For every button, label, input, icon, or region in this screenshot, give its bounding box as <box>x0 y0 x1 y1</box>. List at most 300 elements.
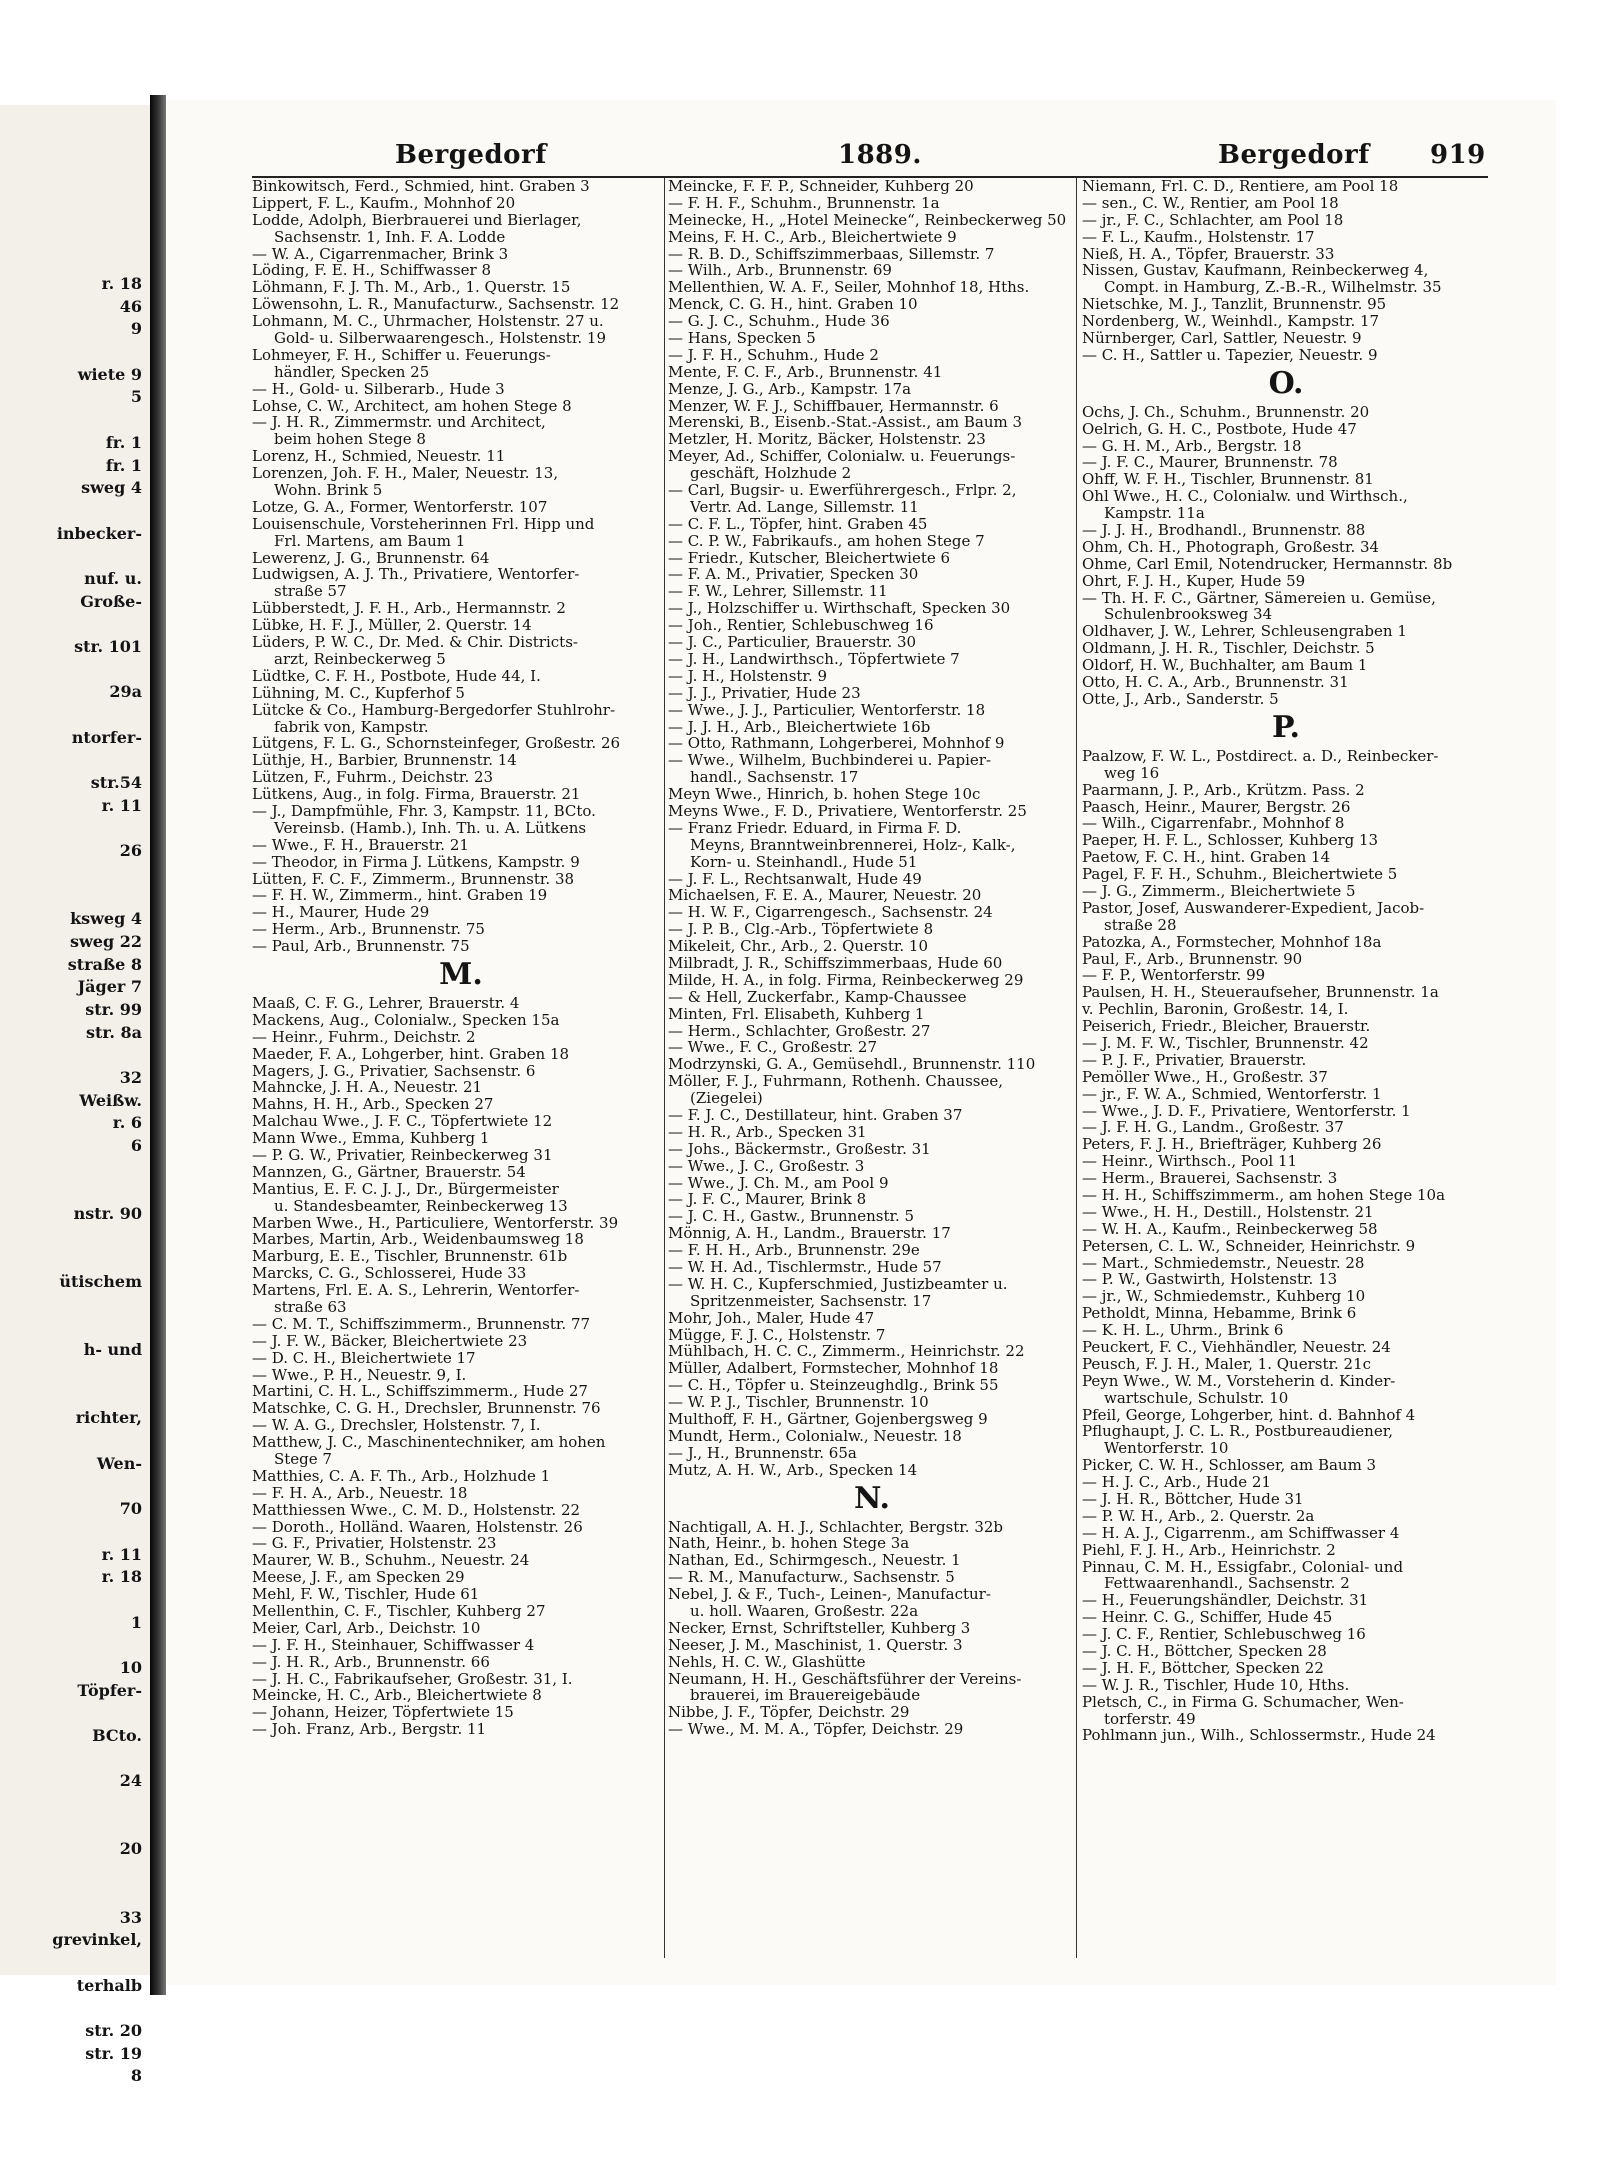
directory-entry: Meyns Wwe., F. D., Privatiere, Wentorferstr. 25 <box>668 801 1027 820</box>
previous-page-fragment: straße 8 <box>67 954 142 974</box>
directory-entry: Matschke, C. G. H., Drechsler, Brunnenstr. 76 <box>252 1399 601 1418</box>
directory-entry: Mahncke, J. H. A., Neuestr. 21 <box>252 1078 483 1097</box>
directory-entry: — J. J. H., Brodhandl., Brunnenstr. 88 <box>1082 521 1366 540</box>
directory-entry-continuation: händler, Specken 25 <box>274 362 430 381</box>
directory-entry: Lohse, C. W., Architect, am hohen Stege 8 <box>252 396 572 415</box>
directory-entry: Nath, Heinr., b. hohen Stege 3a <box>668 1534 910 1553</box>
previous-page-fragment <box>0 1226 148 1249</box>
directory-entry: — Wwe., F. C., Großestr. 27 <box>668 1038 878 1057</box>
directory-entry-continuation: Sachsenstr. 1, Inh. F. A. Lodde <box>274 227 506 246</box>
directory-entry: Minten, Frl. Elisabeth, Kuhberg 1 <box>668 1004 925 1023</box>
previous-page-fragment: Weißw. <box>79 1090 142 1110</box>
running-head-right: Bergedorf <box>1218 140 1370 170</box>
directory-entry: Malchau Wwe., J. F. C., Töpfertwiete 12 <box>252 1112 553 1131</box>
previous-page-fragment: 5 <box>130 387 142 407</box>
directory-entry: — F. H. W., Zimmerm., hint. Graben 19 <box>252 886 548 905</box>
directory-entry: Meese, J. F., am Specken 29 <box>252 1568 465 1587</box>
directory-entry: — jr., W., Schmiedemstr., Kuhberg 10 <box>1082 1287 1366 1306</box>
directory-entry: Lübberstedt, J. F. H., Arb., Hermannstr. 2 <box>252 599 566 618</box>
previous-page-fragment <box>0 1884 148 1907</box>
directory-entry: Müller, Adalbert, Formstecher, Mohnhof 18 <box>668 1359 999 1378</box>
directory-entry: Nürnberger, Carl, Sattler, Neuestr. 9 <box>1082 329 1362 348</box>
previous-page-fragment: 1 <box>130 1612 142 1632</box>
directory-entry: — Paul, Arb., Brunnenstr. 75 <box>252 937 470 956</box>
directory-entry: Ochs, J. Ch., Schuhm., Brunnenstr. 20 <box>1082 402 1370 421</box>
directory-entry: — F. W., Lehrer, Sillemstr. 11 <box>668 582 888 601</box>
directory-entry: — H., Gold- u. Silberarb., Hude 3 <box>252 379 505 398</box>
directory-entry: Mente, F. C. F., Arb., Brunnenstr. 41 <box>668 362 943 381</box>
previous-page-fragment: fr. 1 <box>105 455 142 475</box>
previous-page-fragment: 29a <box>109 682 142 702</box>
directory-entry: Petersen, C. L. W., Schneider, Heinrichstr. 9 <box>1082 1236 1416 1255</box>
previous-page-fragment: sweg 4 <box>81 478 142 498</box>
directory-entry: — Wwe., F. H., Brauerstr. 21 <box>252 835 469 854</box>
previous-page-fragment: str. 8a <box>86 1022 142 1042</box>
directory-entry: Marben Wwe., H., Particuliere, Wentorferstr. 39 <box>252 1213 619 1232</box>
page-number: 919 <box>1430 140 1486 170</box>
directory-entry: Pastor, Josef, Auswanderer-Expedient, Jacob- <box>1082 898 1425 917</box>
directory-entry: Multhoff, F. H., Gärtner, Gojenbergsweg 9 <box>668 1410 988 1429</box>
directory-entry: Löhmann, F. J. Th. M., Arb., 1. Querstr. 15 <box>252 278 571 297</box>
directory-entry: Picker, C. W. H., Schlosser, am Baum 3 <box>1082 1456 1377 1475</box>
previous-page-fragment <box>0 545 148 568</box>
directory-entry: — J. G., Zimmerm., Bleichertwiete 5 <box>1082 881 1356 900</box>
directory-entry: Mackens, Aug., Colonialw., Specken 15a <box>252 1010 560 1029</box>
previous-page-fragment <box>0 1430 148 1453</box>
directory-entry: — Johs., Bäckermstr., Großestr. 31 <box>668 1139 931 1158</box>
previous-page-fragment: r. 6 <box>112 1113 142 1133</box>
directory-entry: Peiserich, Friedr., Bleicher, Brauerstr. <box>1082 1017 1371 1036</box>
directory-entry: — Wwe., J. C., Großestr. 3 <box>668 1156 865 1175</box>
directory-entry: Oelrich, G. H. C., Postbote, Hude 47 <box>1082 419 1357 438</box>
directory-entry: Nehls, H. C. W., Glashütte <box>668 1652 866 1671</box>
directory-entry: Paarmann, J. P., Arb., Krützm. Pass. 2 <box>1082 780 1365 799</box>
previous-page-fragment <box>0 659 148 682</box>
directory-entry-continuation: brauerei, im Brauereigebäude <box>690 1686 921 1705</box>
directory-entry: Matthiessen Wwe., C. M. D., Holstenstr. 22 <box>252 1500 581 1519</box>
book-gutter <box>150 95 166 1995</box>
directory-entry-continuation: Meyns, Branntweinbrennerei, Holz-, Kalk-, <box>690 835 1016 854</box>
directory-entry: — J. P. B., Clg.-Arb., Töpfertwiete 8 <box>668 920 934 939</box>
previous-page-fragment: 9 <box>130 319 142 339</box>
directory-entry: — jr., F. C., Schlachter, am Pool 18 <box>1082 210 1344 229</box>
directory-entry-continuation: Wentorferstr. 10 <box>1104 1439 1229 1458</box>
previous-page-edge <box>0 105 150 2086</box>
directory-entry: Lütkens, Aug., in folg. Firma, Brauerstr. 21 <box>252 785 581 804</box>
previous-page-fragment <box>0 409 148 432</box>
directory-entry: — J., Holzschiffer u. Wirthschaft, Specken 30 <box>668 599 1011 618</box>
directory-entry: — J. C., Particulier, Brauerstr. 30 <box>668 633 917 652</box>
directory-entry: — F. H. F., Schuhm., Brunnenstr. 1a <box>668 193 940 212</box>
directory-entry: Mehl, F. W., Tischler, Hude 61 <box>252 1585 480 1604</box>
directory-entry: Peusch, F. J. H., Maler, 1. Querstr. 21c <box>1082 1354 1372 1373</box>
directory-entry: Paasch, Heinr., Maurer, Bergstr. 26 <box>1082 797 1351 816</box>
previous-page-fragment <box>0 1385 148 1408</box>
previous-page-fragment <box>0 1521 148 1544</box>
previous-page-fragment <box>0 1294 148 1317</box>
directory-entry: — J. F. C., Maurer, Brink 8 <box>668 1190 867 1209</box>
previous-page-fragment: 32 <box>119 1068 142 1088</box>
previous-page-fragment: 10 <box>119 1657 142 1677</box>
directory-entry-continuation: Vertr. Ad. Lange, Sillemstr. 11 <box>690 497 919 516</box>
directory-entry: Lübke, H. F. J., Müller, 2. Querstr. 14 <box>252 616 532 635</box>
letter-section-heading: P. <box>1271 709 1301 745</box>
directory-entry: Lohmeyer, F. H., Schiffer u. Feuerungs- <box>252 345 551 364</box>
directory-entry: Pohlmann jun., Wilh., Schlossermstr., Hude 24 <box>1082 1726 1436 1745</box>
directory-entry: Lütgens, F. L. G., Schornsteinfeger, Großestr. 26 <box>252 734 621 753</box>
directory-entry-continuation: u. holl. Waaren, Großestr. 22a <box>690 1602 919 1621</box>
directory-entry-continuation: fabrik von, Kampstr. <box>274 717 429 736</box>
directory-entry: — J. J., Privatier, Hude 23 <box>668 683 861 702</box>
directory-entry: Ohff, W. F. H., Tischler, Brunnenstr. 81 <box>1082 470 1374 489</box>
previous-page-fragment <box>0 1861 148 1884</box>
directory-entry: Menzer, W. F. J., Schiffbauer, Hermannstr. 6 <box>668 396 999 415</box>
previous-page-fragment: 20 <box>119 1839 142 1859</box>
letter-section-heading: M. <box>439 956 483 992</box>
directory-entry: Paeper, H. F. L., Schlosser, Kuhberg 13 <box>1082 831 1379 850</box>
previous-page-fragment: 24 <box>119 1771 142 1791</box>
directory-entry: Piehl, F. J. H., Arb., Heinrichstr. 2 <box>1082 1540 1336 1559</box>
directory-entry: — H. J. C., Arb., Hude 21 <box>1082 1473 1272 1492</box>
previous-page-fragment: str. 101 <box>74 637 142 656</box>
directory-entry: Matthew, J. C., Maschinentechniker, am hohen <box>252 1433 606 1452</box>
directory-entry: — Joh. Franz, Arb., Bergstr. 11 <box>252 1720 487 1739</box>
previous-page-fragment: wiete 9 <box>77 364 142 384</box>
directory-entry: — Theodor, in Firma J. Lütkens, Kampstr. 9 <box>252 852 580 871</box>
directory-entry: Mantius, E. F. C. J. J., Dr., Bürgermeister <box>252 1179 559 1198</box>
previous-page-fragment: Wen- <box>96 1453 142 1473</box>
directory-entry: Löding, F. E. H., Schiffwasser 8 <box>252 261 491 280</box>
directory-entry: Petholdt, Minna, Hebamme, Brink 6 <box>1082 1304 1357 1323</box>
directory-entry: Matthies, C. A. F. Th., Arb., Holzhude 1 <box>252 1466 551 1485</box>
directory-entry: Paetow, F. C. H., hint. Graben 14 <box>1082 848 1331 867</box>
previous-page-fragment: 46 <box>119 296 142 316</box>
directory-entry: Magers, J. G., Privatier, Sachsenstr. 6 <box>252 1061 536 1080</box>
directory-entry: — Wwe., Wilhelm, Buchbinderei u. Papier- <box>668 751 992 770</box>
directory-entry: Louisenschule, Vorsteherinnen Frl. Hipp und <box>252 514 595 533</box>
directory-entry: — F. J. C., Destillateur, hint. Graben 37 <box>668 1105 963 1124</box>
directory-entry: Mohr, Joh., Maler, Hude 47 <box>668 1308 875 1327</box>
directory-entry: — J. C. F., Rentier, Schlebuschweg 16 <box>1082 1625 1366 1644</box>
directory-entry: — W. H. C., Kupferschmied, Justizbeamter u. <box>668 1274 1008 1293</box>
previous-page-fragment: fr. 1 <box>105 432 142 452</box>
directory-entry: — Wwe., P. H., Neuestr. 9, I. <box>252 1365 467 1384</box>
directory-entry: Neumann, H. H., Geschäftsführer der Vereins- <box>668 1669 1022 1688</box>
directory-entry: Paul, F., Arb., Brunnenstr. 90 <box>1082 949 1303 968</box>
directory-entry-continuation: geschäft, Holzhude 2 <box>690 464 852 483</box>
directory-entry: Mutz, A. H. W., Arb., Specken 14 <box>668 1460 918 1479</box>
previous-page-fragment: r. 18 <box>101 1567 142 1587</box>
previous-page-fragment: r. 11 <box>101 1544 142 1564</box>
directory-entry: — J. H. R., Zimmermstr. und Architect, <box>252 413 546 432</box>
directory-entry: Lüders, P. W. C., Dr. Med. & Chir. Districts- <box>252 633 578 652</box>
directory-entry: — G. J. C., Schuhm., Hude 36 <box>668 312 890 331</box>
directory-entry: — W. H. A., Kaufm., Reinbeckerweg 58 <box>1082 1219 1378 1238</box>
directory-entry: — F. H. A., Arb., Neuestr. 18 <box>252 1483 468 1502</box>
previous-page-fragment <box>0 1748 148 1771</box>
directory-entry: Marcks, C. G., Schlosserei, Hude 33 <box>252 1264 527 1283</box>
directory-entry: Mellenthin, C. F., Tischler, Kuhberg 27 <box>252 1602 546 1621</box>
previous-page-fragment: inbecker- <box>56 523 142 543</box>
directory-entry: Oldmann, J. H. R., Tischler, Deichstr. 5 <box>1082 639 1375 658</box>
directory-entry: — H. H., Schiffszimmerm., am hohen Stege 10a <box>1082 1185 1446 1204</box>
directory-entry: — Heinr., Wirthsch., Pool 11 <box>1082 1152 1298 1171</box>
directory-entry: Mann Wwe., Emma, Kuhberg 1 <box>252 1129 490 1148</box>
previous-page-fragment <box>0 1952 148 1975</box>
directory-entry: Milbradt, J. R., Schiffszimmerbaas, Hude 60 <box>668 953 1003 972</box>
previous-page-fragment: grevinkel, <box>52 1930 142 1950</box>
directory-entry: — C. H., Sattler u. Tapezier, Neuestr. 9 <box>1082 345 1378 364</box>
directory-entry: — W. P. J., Tischler, Brunnenstr. 10 <box>668 1393 929 1412</box>
directory-entry-continuation: Wohn. Brink 5 <box>274 481 383 500</box>
directory-entry: Mahns, H. H., Arb., Specken 27 <box>252 1095 494 1114</box>
directory-entry: — C. F. L., Töpfer, hint. Graben 45 <box>668 514 928 533</box>
directory-entry: Oldorf, H. W., Buchhalter, am Baum 1 <box>1082 656 1368 675</box>
directory-entry-continuation: Compt. in Hamburg, Z.-B.-R., Wilhelmstr. 35 <box>1104 278 1442 297</box>
previous-page-fragment <box>0 1158 148 1181</box>
previous-page-fragment: ütischem <box>59 1272 142 1292</box>
directory-entry: Lütten, F. C. F., Zimmerm., Brunnenstr. 38 <box>252 869 575 888</box>
directory-entry: — J. C. H., Gastw., Brunnenstr. 5 <box>668 1207 915 1226</box>
previous-page-fragment: richter, <box>75 1408 142 1428</box>
directory-entry: — Herm., Arb., Brunnenstr. 75 <box>252 920 485 939</box>
directory-entry: — F. A. M., Privatier, Specken 30 <box>668 565 919 584</box>
directory-entry: Nieß, H. A., Töpfer, Brauerstr. 33 <box>1082 244 1335 263</box>
directory-entry: — F. P., Wentorferstr. 99 <box>1082 966 1266 985</box>
previous-page-fragment: str. 19 <box>85 2043 142 2063</box>
directory-entry: — J. H., Holstenstr. 9 <box>668 666 828 685</box>
directory-entry: Meins, F. H. C., Arb., Bleichertwiete 9 <box>668 227 957 246</box>
directory-entry: — W. J. R., Tischler, Hude 10, Hths. <box>1082 1675 1350 1694</box>
previous-page-fragment: h- und <box>83 1340 142 1360</box>
directory-entry: Peyn Wwe., W. M., Vorsteherin d. Kinder- <box>1082 1371 1396 1390</box>
directory-entry: Lotze, G. A., Former, Wentorferstr. 107 <box>252 497 548 516</box>
directory-entry: Neeser, J. M., Maschinist, 1. Querstr. 3 <box>668 1635 963 1654</box>
directory-entry: Pflughaupt, J. C. L. R., Postbureaudiener, <box>1082 1422 1394 1441</box>
previous-page-fragment <box>0 1589 148 1612</box>
directory-entry: Otte, J., Arb., Sanderstr. 5 <box>1082 689 1279 708</box>
directory-entry: — Carl, Bugsir- u. Ewerführergesch., Frlpr. 2, <box>668 481 1017 500</box>
directory-entry: — Joh., Rentier, Schlebuschweg 16 <box>668 616 934 635</box>
previous-page-fragment <box>0 1634 148 1657</box>
directory-entry-continuation: arzt, Reinbeckerweg 5 <box>274 649 446 668</box>
directory-entry: Nietschke, M. J., Tanzlit, Brunnenstr. 95 <box>1082 295 1387 314</box>
directory-entry: — J. F. H. G., Landm., Großestr. 37 <box>1082 1118 1344 1137</box>
directory-entry: Binkowitsch, Ferd., Schmied, hint. Graben 3 <box>252 177 590 195</box>
directory-entry-continuation: Kampstr. 11a <box>1104 504 1205 523</box>
previous-page-fragment: terhalb <box>76 1975 142 1995</box>
previous-page-fragment: nstr. 90 <box>73 1204 142 1224</box>
directory-entry: — Wwe., J. J., Particulier, Wentorferstr. 18 <box>668 700 986 719</box>
directory-entry: — J. H. C., Fabrikaufseher, Großestr. 31, I. <box>252 1669 573 1688</box>
column-rule-2 <box>1076 178 1077 1958</box>
directory-entry: Nordenberg, W., Weinhdl., Kampstr. 17 <box>1082 312 1380 331</box>
directory-entry-continuation: weg 16 <box>1104 763 1160 782</box>
directory-entry: Mühlbach, H. C. C., Zimmerm., Heinrichstr. 22 <box>668 1342 1025 1361</box>
directory-entry: Lühning, M. C., Kupferhof 5 <box>252 683 465 702</box>
directory-entry: Maaß, C. F. G., Lehrer, Brauerstr. 4 <box>252 993 520 1012</box>
previous-page-fragment <box>0 818 148 841</box>
previous-page-fragment <box>0 613 148 636</box>
directory-entry: — Mart., Schmiedemstr., Neuestr. 28 <box>1082 1253 1365 1272</box>
directory-entry-continuation: Schulenbrooksweg 34 <box>1104 605 1273 624</box>
directory-entry: — J. F. H., Steinhauer, Schiffwasser 4 <box>252 1635 535 1654</box>
directory-entry: — W. A. G., Drechsler, Holstenstr. 7, I. <box>252 1416 541 1435</box>
directory-entry: Paulsen, H. H., Steueraufseher, Brunnenstr. 1a <box>1082 983 1439 1002</box>
directory-entry: Lewerenz, J. G., Brunnenstr. 64 <box>252 548 490 567</box>
previous-page-fragment <box>0 1702 148 1725</box>
previous-page-fragment: 26 <box>119 841 142 861</box>
directory-entry-continuation: Frl. Martens, am Baum 1 <box>274 531 466 550</box>
directory-entry: Merenski, B., Eisenb.-Stat.-Assist., am Baum 3 <box>668 413 1023 432</box>
directory-entry: Martini, C. H. L., Schiffszimmerm., Hude 27 <box>252 1382 588 1401</box>
directory-entry: Mikeleit, Chr., Arb., 2. Querstr. 10 <box>668 937 928 956</box>
directory-entry: Pagel, F. F. H., Schuhm., Bleichertwiete 5 <box>1082 865 1398 884</box>
directory-entry: — K. H. L., Uhrm., Brink 6 <box>1082 1321 1284 1340</box>
previous-page-fragment <box>0 341 148 364</box>
directory-entry: — Johann, Heizer, Töpfertwiete 15 <box>252 1703 514 1722</box>
directory-entry: — J. F. W., Bäcker, Bleichertwiete 23 <box>252 1331 528 1350</box>
previous-page-fragment: str. 20 <box>85 2020 142 2040</box>
directory-entry: Möller, F. J., Fuhrmann, Rothenh. Chaussee, <box>668 1072 1004 1091</box>
directory-entry: Mellenthien, W. A. F., Seiler, Mohnhof 18, Hths. <box>668 278 1030 297</box>
directory-entry: Otto, H. C. A., Arb., Brunnenstr. 31 <box>1082 673 1349 692</box>
directory-entry: Lohmann, M. C., Uhrmacher, Holstenstr. 27 u. <box>252 312 604 331</box>
previous-page-fragment: ksweg 4 <box>70 909 142 929</box>
previous-page-fragment <box>0 1997 148 2020</box>
previous-page-fragment: nuf. u. <box>84 568 142 588</box>
previous-page-fragment: Große- <box>80 591 142 611</box>
directory-entry: — H., Maurer, Hude 29 <box>252 903 430 922</box>
directory-entry: Nachtigall, A. H. J., Schlachter, Bergstr. 32b <box>668 1517 1004 1536</box>
previous-page-fragment <box>0 749 148 772</box>
directory-entry: Oldhaver, J. W., Lehrer, Schleusengraben 1 <box>1082 622 1407 641</box>
directory-entry: — J. F. H., Schuhm., Hude 2 <box>668 345 879 364</box>
directory-entry: Ludwigsen, A. J. Th., Privatiere, Wentorfer- <box>252 565 580 584</box>
directory-entry-continuation: straße 28 <box>1104 915 1177 934</box>
directory-entry-continuation: u. Standesbeamter, Reinbeckerweg 13 <box>274 1196 568 1215</box>
previous-page-fragment <box>0 1317 148 1340</box>
directory-entry: — F. L., Kaufm., Holstenstr. 17 <box>1082 227 1315 246</box>
directory-entry: — Heinr. C. G., Schiffer, Hude 45 <box>1082 1608 1333 1627</box>
directory-entry: — R. B. D., Schiffszimmerbaas, Sillemstr. 7 <box>668 244 995 263</box>
directory-entry: — Hans, Specken 5 <box>668 329 816 348</box>
directory-entry: Nibbe, J. F., Töpfer, Deichstr. 29 <box>668 1703 910 1722</box>
directory-entry-continuation: torferstr. 49 <box>1104 1709 1196 1728</box>
directory-entry: Ohme, Carl Emil, Notendrucker, Hermannstr. 8b <box>1082 554 1453 573</box>
previous-page-fragment: str. 99 <box>85 1000 142 1019</box>
previous-page-text-fragments <box>0 273 148 2086</box>
previous-page-fragment: 6 <box>130 1136 142 1156</box>
directory-entry: Pfeil, George, Lohgerber, hint. d. Bahnhof 4 <box>1082 1405 1416 1424</box>
directory-entry: — J. H. R., Arb., Brunnenstr. 66 <box>252 1652 490 1671</box>
directory-entry: Pemöller Wwe., H., Großestr. 37 <box>1082 1067 1328 1086</box>
directory-entry: Peters, F. J. H., Briefträger, Kuhberg 26 <box>1082 1135 1382 1154</box>
directory-entry: Lüthje, H., Barbier, Brunnenstr. 14 <box>252 751 517 770</box>
previous-page-fragment: BCto. <box>92 1726 142 1745</box>
directory-entry: — C. M. T., Schiffszimmerm., Brunnenstr. 77 <box>252 1314 591 1333</box>
directory-entry: — C. H., Töpfer u. Steinzeughdlg., Brink 55 <box>668 1376 999 1395</box>
directory-entry: Peuckert, F. C., Viehhändler, Neuestr. 24 <box>1082 1338 1391 1356</box>
directory-entry: — J., Dampfmühle, Fhr. 3, Kampstr. 11, BCto. <box>252 801 596 820</box>
directory-entry: — H. W. F., Cigarrengesch., Sachsenstr. 24 <box>668 903 993 922</box>
directory-entry-continuation: Fettwaarenhandl., Sachsenstr. 2 <box>1104 1574 1350 1593</box>
previous-page-fragment: r. 18 <box>101 274 142 293</box>
directory-entry-continuation: beim hohen Stege 8 <box>274 430 426 449</box>
letter-section-heading: O. <box>1268 365 1304 401</box>
directory-entry: — Herm., Schlachter, Großestr. 27 <box>668 1021 931 1040</box>
directory-entry-continuation: Stege 7 <box>274 1450 332 1469</box>
directory-entry: Milde, H. A., in folg. Firma, Reinbeckerweg 29 <box>668 970 1024 989</box>
directory-entry: Lippert, F. L., Kaufm., Mohnhof 20 <box>252 193 516 212</box>
directory-entry: Meyn Wwe., Hinrich, b. hohen Stege 10c <box>668 785 981 804</box>
directory-entry: Meyer, Ad., Schiffer, Colonialw. u. Feuerungs- <box>668 447 1016 466</box>
directory-entry: Mönnig, A. H., Landm., Brauerstr. 17 <box>668 1224 951 1243</box>
previous-page-fragment <box>0 1362 148 1385</box>
directory-entry: Meincke, H. C., Arb., Bleichertwiete 8 <box>252 1686 542 1705</box>
previous-page-fragment: r. 11 <box>101 795 142 815</box>
directory-entry: Michaelsen, F. E. A., Maurer, Neuestr. 20 <box>668 886 982 905</box>
directory-entry: — J. H. R., Böttcher, Hude 31 <box>1082 1490 1304 1509</box>
directory-entry: — Wwe., J. D. F., Privatiere, Wentorferstr. 1 <box>1082 1101 1411 1120</box>
previous-page-fragment <box>0 1249 148 1272</box>
directory-entry: Metzler, H. Moritz, Bäcker, Holstenstr. 23 <box>668 430 986 449</box>
directory-entry: — sen., C. W., Rentier, am Pool 18 <box>1082 193 1339 212</box>
directory-entry: Marburg, E. E., Tischler, Brunnenstr. 61b <box>252 1247 568 1266</box>
directory-entry: — W. H. Ad., Tischlermstr., Hude 57 <box>668 1258 942 1276</box>
directory-entry: — J. F. C., Maurer, Brunnenstr. 78 <box>1082 453 1338 472</box>
directory-entry: — C. P. W., Fabrikaufs., am hohen Stege 7 <box>668 531 985 550</box>
directory-entry: Mügge, F. J. C., Holstenstr. 7 <box>668 1325 886 1344</box>
directory-entry: Patozka, A., Formstecher, Mohnhof 18a <box>1082 932 1382 951</box>
directory-entry: — P. W. H., Arb., 2. Querstr. 2a <box>1082 1506 1315 1525</box>
directory-entry: — J. J. H., Arb., Bleichertwiete 16b <box>668 717 931 736</box>
directory-entry: — Th. H. F. C., Gärtner, Sämereien u. Gemüse, <box>1082 588 1436 607</box>
directory-column-2 <box>668 178 1076 1968</box>
directory-entry: — Wwe., H. H., Destill., Holstenstr. 21 <box>1082 1202 1374 1221</box>
directory-entry: — Friedr., Kutscher, Bleichertwiete 6 <box>668 548 951 567</box>
previous-page-fragment: 8 <box>130 2066 142 2086</box>
directory-entry: — F. H. H., Arb., Brunnenstr. 29e <box>668 1241 920 1260</box>
directory-entry: — J. C. H., Böttcher, Specken 28 <box>1082 1642 1327 1661</box>
directory-entry: — H. A. J., Cigarrenm., am Schiffwasser 4 <box>1082 1523 1400 1542</box>
directory-entry: Löwensohn, L. R., Manufacturw., Sachsenstr. 12 <box>252 295 620 314</box>
directory-entry: — D. C. H., Bleichertwiete 17 <box>252 1348 476 1367</box>
previous-page-fragment: sweg 22 <box>70 931 142 951</box>
directory-entry: — J. F. L., Rechtsanwalt, Hude 49 <box>668 869 922 888</box>
directory-entry: Mundt, Herm., Colonialw., Neuestr. 18 <box>668 1426 962 1445</box>
directory-column-3 <box>1082 178 1490 1968</box>
letter-section-heading: N. <box>854 1480 890 1516</box>
directory-entry: — W. A., Cigarrenmacher, Brink 3 <box>252 244 509 263</box>
directory-entry-continuation: Vereinsb. (Hamb.), Inh. Th. u. A. Lütkens <box>274 818 587 837</box>
directory-entry-continuation: straße 57 <box>274 582 347 601</box>
directory-entry: Lützen, F., Fuhrm., Deichstr. 23 <box>252 768 494 787</box>
directory-entry: — Otto, Rathmann, Lohgerberei, Mohnhof 9 <box>668 734 1005 753</box>
previous-page-fragment <box>0 1181 148 1204</box>
directory-entry: Nissen, Gustav, Kaufmann, Reinbeckerweg 4, <box>1082 261 1429 280</box>
directory-entry: Meinecke, H., „Hotel Meinecke“, Reinbeckerweg 50 <box>668 210 1067 229</box>
directory-entry: Necker, Ernst, Schriftsteller, Kuhberg 3 <box>668 1618 971 1637</box>
previous-page-fragment: Jäger 7 <box>77 977 142 997</box>
directory-entry: Lodde, Adolph, Bierbrauerei und Bierlager, <box>252 210 582 229</box>
directory-entry: — Wilh., Cigarrenfabr., Mohnhof 8 <box>1082 814 1345 833</box>
directory-entry: — J. H. F., Böttcher, Specken 22 <box>1082 1658 1324 1677</box>
directory-entry: — J. M. F. W., Tischler, Brunnenstr. 42 <box>1082 1033 1369 1052</box>
directory-entry: — H., Feuerungshändler, Deichstr. 31 <box>1082 1591 1369 1610</box>
directory-entry: Meier, Carl, Arb., Deichstr. 10 <box>252 1618 481 1637</box>
directory-entry: Maurer, W. B., Schuhm., Neuestr. 24 <box>252 1551 530 1570</box>
